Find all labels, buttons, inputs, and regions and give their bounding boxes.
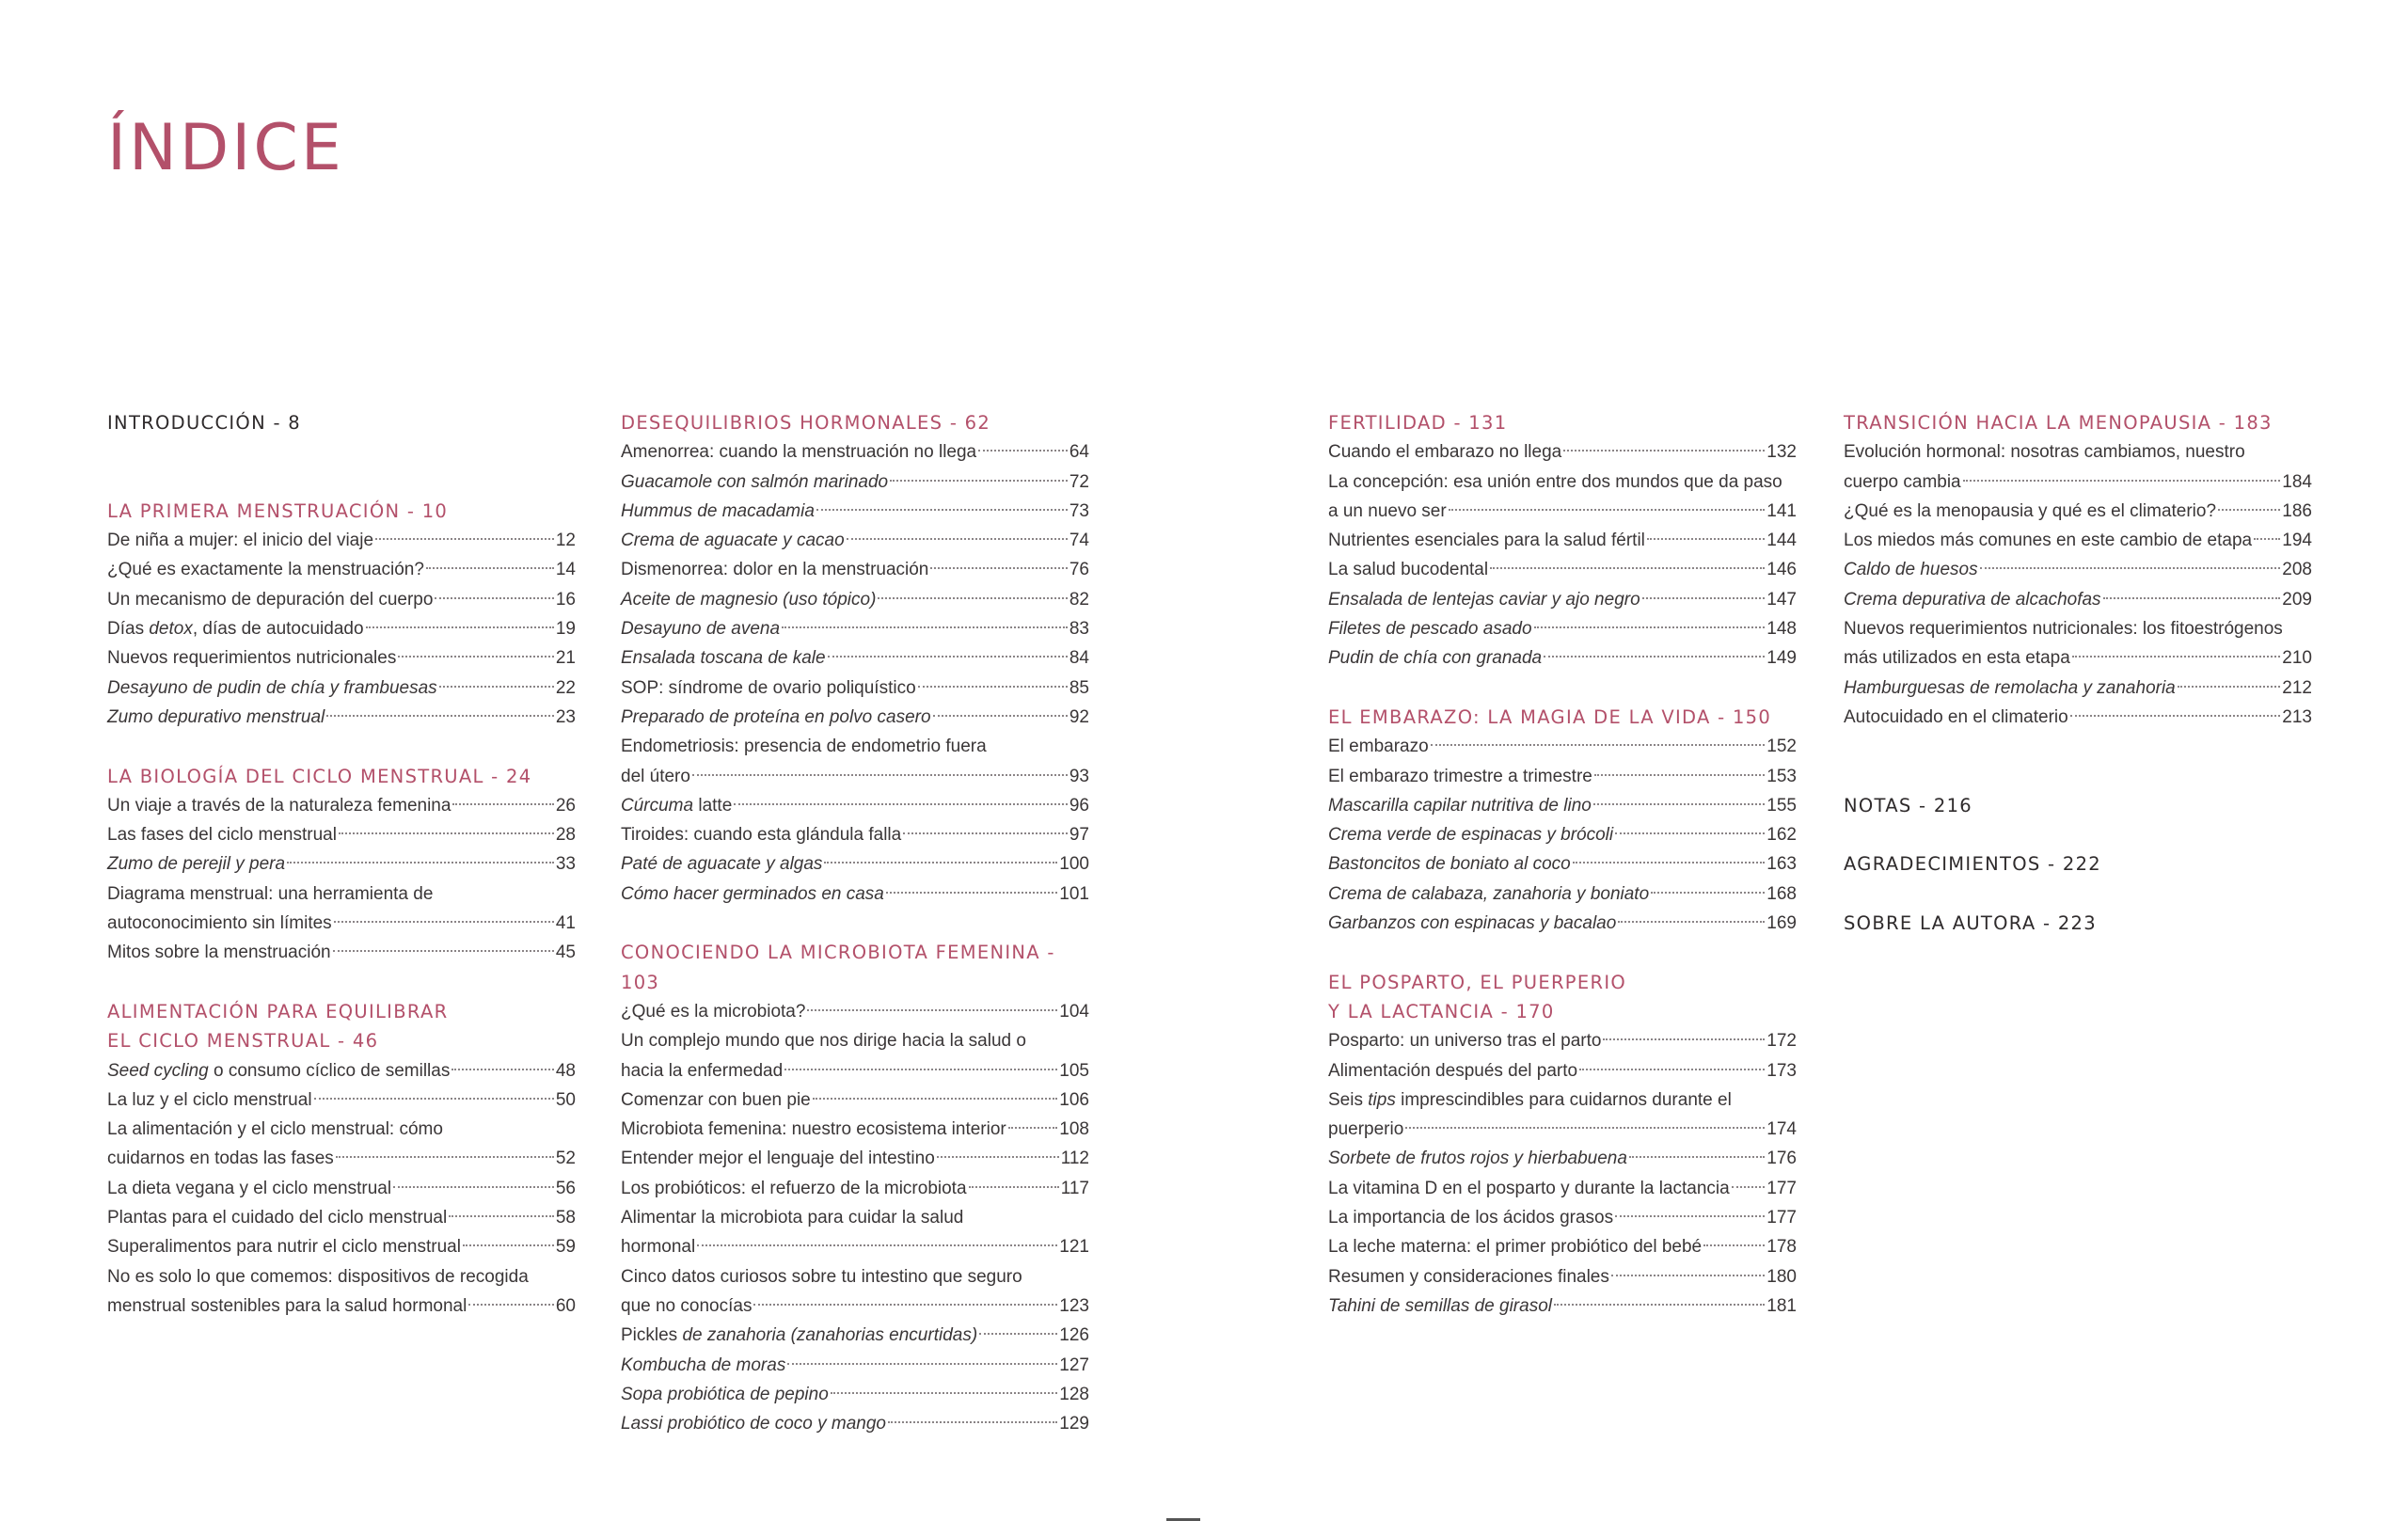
toc-heading-alimentacion[interactable]: ALIMENTACIÓN PARA EQUILIBRAR [107, 1000, 449, 1022]
toc-entry[interactable]: del útero 93 [621, 766, 1089, 786]
toc-entry-recipe[interactable]: Preparado de proteína en polvo casero 92 [621, 706, 1089, 727]
toc-entry-recipe[interactable]: Zumo de perejil y pera 33 [107, 854, 576, 875]
toc-entry[interactable]: Nuevos requerimientos nutricionales 21 [107, 648, 576, 669]
toc-entry[interactable]: que no conocías 123 [621, 1295, 1089, 1316]
toc-column-3 [1328, 408, 1797, 1321]
toc-entry[interactable]: Un mecanismo de depuración del cuerpo 16 [107, 589, 576, 610]
toc-entry-line[interactable]: Nuevos requerimientos nutricionales: los fitoestrógenos [1844, 619, 2283, 640]
toc-entry[interactable]: Autocuidado en el climaterio 213 [1844, 706, 2312, 727]
toc-entry-recipe[interactable]: Zumo depurativo menstrual 23 [107, 706, 576, 727]
toc-entry-recipe[interactable]: Crema verde de espinacas y brócoli 162 [1328, 825, 1797, 846]
toc-heading-menopausia[interactable]: TRANSICIÓN HACIA LA MENOPAUSIA - 183 [1844, 412, 2273, 434]
toc-entry[interactable]: Nutrientes esenciales para la salud fértil 144 [1328, 531, 1797, 551]
toc-entry-recipe[interactable]: Crema de aguacate y cacao 74 [621, 531, 1089, 551]
toc-entry-recipe[interactable]: Cómo hacer germinados en casa 101 [621, 883, 1089, 904]
toc-entry[interactable]: Plantas para el cuidado del ciclo menstrual 58 [107, 1208, 576, 1228]
toc-entry[interactable]: La salud bucodental 146 [1328, 560, 1797, 580]
toc-entry-recipe[interactable]: Ensalada toscana de kale 84 [621, 648, 1089, 669]
toc-entry[interactable]: Cuando el embarazo no llega 132 [1328, 442, 1797, 463]
toc-entry[interactable]: más utilizados en esta etapa 210 [1844, 648, 2312, 669]
toc-entry-line[interactable]: Cinco datos curiosos sobre tu intestino que seguro [621, 1266, 1022, 1287]
toc-heading-notas[interactable]: NOTAS - 216 [1844, 794, 1973, 816]
toc-entry[interactable]: menstrual sostenibles para la salud hormonal 60 [107, 1295, 576, 1316]
toc-entry[interactable]: El embarazo 152 [1328, 737, 1797, 757]
toc-entry[interactable]: Dismenorrea: dolor en la menstruación 76 [621, 560, 1089, 580]
toc-entry-recipe[interactable]: Ensalada de lentejas caviar y ajo negro 147 [1328, 589, 1797, 610]
toc-entry[interactable]: cuidarnos en todas las fases 52 [107, 1149, 576, 1169]
toc-entry[interactable]: Mitos sobre la menstruación 45 [107, 943, 576, 963]
toc-entry[interactable]: hormonal 121 [621, 1237, 1089, 1258]
toc-entry-line[interactable]: Un complejo mundo que nos dirige hacia la salud o [621, 1031, 1026, 1052]
toc-heading-microbiota[interactable]: CONOCIENDO LA MICROBIOTA FEMENINA - 103 [621, 942, 1055, 993]
toc-entry[interactable]: De niña a mujer: el inicio del viaje 12 [107, 531, 576, 551]
toc-entry-recipe[interactable]: Mascarilla capilar nutritiva de lino 155 [1328, 795, 1797, 816]
toc-heading-desequilibrios[interactable]: DESEQUILIBRIOS HORMONALES - 62 [621, 412, 991, 434]
toc-entry[interactable]: La luz y el ciclo menstrual 50 [107, 1089, 576, 1110]
toc-entry-recipe[interactable]: Desayuno de avena 83 [621, 619, 1089, 640]
toc-entry[interactable]: Microbiota femenina: nuestro ecosistema interior 108 [621, 1119, 1089, 1140]
toc-entry-line[interactable]: Evolución hormonal: nosotras cambiamos, nuestro [1844, 442, 2245, 463]
toc-entry-recipe[interactable]: Crema depurativa de alcachofas 209 [1844, 589, 2312, 610]
toc-entry-recipe[interactable]: Lassi probiótico de coco y mango 129 [621, 1414, 1089, 1434]
toc-entry[interactable]: Los miedos más comunes en este cambio de etapa 194 [1844, 531, 2312, 551]
toc-entry[interactable]: hacia la enfermedad 105 [621, 1060, 1089, 1081]
toc-entry-recipe[interactable]: Desayuno de pudin de chía y frambuesas 22 [107, 677, 576, 698]
toc-entry-recipe[interactable]: Sorbete de frutos rojos y hierbabuena 176 [1328, 1149, 1797, 1169]
toc-entry[interactable]: Un viaje a través de la naturaleza femenina 26 [107, 795, 576, 816]
toc-column-1 [107, 408, 576, 1321]
toc-entry[interactable]: La dieta vegana y el ciclo menstrual 56 [107, 1178, 576, 1198]
toc-entry[interactable]: Días detox, días de autocuidado 19 [107, 619, 576, 640]
toc-entry-recipe[interactable]: Pickles de zanahoria (zanahorias encurtidas) 126 [621, 1325, 1089, 1346]
toc-entry[interactable]: Amenorrea: cuando la menstruación no llega 64 [621, 442, 1089, 463]
toc-entry[interactable]: La vitamina D en el posparto y durante la lactancia 177 [1328, 1178, 1797, 1198]
toc-entry[interactable]: Las fases del ciclo menstrual 28 [107, 825, 576, 846]
toc-entry-recipe[interactable]: Aceite de magnesio (uso tópico) 82 [621, 589, 1089, 610]
toc-heading-posparto[interactable]: EL POSPARTO, EL PUERPERIO [1328, 971, 1627, 993]
toc-entry[interactable]: Los probióticos: el refuerzo de la microbiota 117 [621, 1178, 1089, 1198]
toc-heading-introduccion[interactable]: INTRODUCCIÓN - 8 [107, 412, 301, 434]
toc-entry-recipe[interactable]: Caldo de huesos 208 [1844, 560, 2312, 580]
toc-entry[interactable]: Alimentación después del parto 173 [1328, 1060, 1797, 1081]
toc-entry[interactable]: Entender mejor el lenguaje del intestino 112 [621, 1149, 1089, 1169]
page-title: ÍNDICE [107, 111, 344, 185]
toc-entry[interactable]: SOP: síndrome de ovario poliquístico 85 [621, 677, 1089, 698]
toc-entry[interactable]: ¿Qué es la menopausia y qué es el climaterio? 186 [1844, 500, 2312, 521]
toc-entry[interactable]: a un nuevo ser 141 [1328, 500, 1797, 521]
toc-column-2 [621, 408, 1089, 1438]
toc-entry-line[interactable]: Diagrama menstrual: una herramienta de [107, 883, 434, 904]
toc-entry[interactable]: La importancia de los ácidos grasos 177 [1328, 1208, 1797, 1228]
toc-heading-embarazo[interactable]: EL EMBARAZO: LA MAGIA DE LA VIDA - 150 [1328, 705, 1772, 728]
toc-entry-recipe[interactable]: Garbanzos con espinacas y bacalao 169 [1328, 913, 1797, 934]
toc-entry-recipe[interactable]: Cúrcuma latte 96 [621, 795, 1089, 816]
toc-entry-line[interactable]: La alimentación y el ciclo menstrual: cómo [107, 1119, 443, 1140]
toc-entry[interactable]: Posparto: un universo tras el parto 172 [1328, 1031, 1797, 1052]
toc-entry-line[interactable]: No es solo lo que comemos: dispositivos de recogida [107, 1266, 529, 1287]
toc-heading-posparto-cont[interactable]: Y LA LACTANCIA - 170 [1328, 1000, 1555, 1022]
toc-entry[interactable]: ¿Qué es exactamente la menstruación? 14 [107, 560, 576, 580]
toc-heading-biologia-ciclo[interactable]: LA BIOLOGÍA DEL CICLO MENSTRUAL - 24 [107, 765, 532, 787]
toc-heading-agradecimientos[interactable]: AGRADECIMIENTOS - 222 [1844, 853, 2101, 876]
toc-entry-line[interactable]: Alimentar la microbiota para cuidar la salud [621, 1208, 964, 1228]
toc-entry-recipe[interactable]: Hummus de macadamia 73 [621, 500, 1089, 521]
toc-entry[interactable]: autoconocimiento sin límites 41 [107, 913, 576, 934]
toc-entry-recipe[interactable]: Sopa probiótica de pepino 128 [621, 1384, 1089, 1404]
toc-entry-recipe[interactable]: Filetes de pescado asado 148 [1328, 619, 1797, 640]
toc-heading-primera-menstruacion[interactable]: LA PRIMERA MENSTRUACIÓN - 10 [107, 499, 449, 522]
toc-column-4 [1844, 408, 2312, 938]
toc-entry-recipe[interactable]: Bastoncitos de boniato al coco 163 [1328, 854, 1797, 875]
toc-entry-recipe[interactable]: Hamburguesas de remolacha y zanahoria 212 [1844, 677, 2312, 698]
toc-entry-recipe[interactable]: Kombucha de moras 127 [621, 1355, 1089, 1375]
toc-entry-recipe[interactable]: Guacamole con salmón marinado 72 [621, 471, 1089, 492]
toc-entry-recipe[interactable]: Paté de aguacate y algas 100 [621, 854, 1089, 875]
toc-entry[interactable]: puerperio 174 [1328, 1119, 1797, 1140]
toc-entry-recipe[interactable]: Crema de calabaza, zanahoria y boniato 168 [1328, 883, 1797, 904]
toc-entry[interactable]: Resumen y consideraciones finales 180 [1328, 1266, 1797, 1287]
toc-entry[interactable]: Superalimentos para nutrir el ciclo menstrual 59 [107, 1237, 576, 1258]
toc-entry[interactable]: El embarazo trimestre a trimestre 153 [1328, 766, 1797, 786]
toc-entry[interactable]: ¿Qué es la microbiota? 104 [621, 1001, 1089, 1022]
toc-heading-alimentacion-cont[interactable]: EL CICLO MENSTRUAL - 46 [107, 1030, 379, 1053]
toc-heading-sobre-la-autora[interactable]: SOBRE LA AUTORA - 223 [1844, 912, 2097, 935]
toc-entry[interactable]: La leche materna: el primer probiótico del bebé 178 [1328, 1237, 1797, 1258]
toc-entry[interactable]: Seed cycling o consumo cíclico de semillas 48 [107, 1060, 576, 1081]
toc-entry-recipe[interactable]: Tahini de semillas de girasol 181 [1328, 1295, 1797, 1316]
toc-heading-fertilidad[interactable]: FERTILIDAD - 131 [1328, 412, 1508, 434]
toc-entry-line[interactable]: Seis tips imprescindibles para cuidarnos durante el [1328, 1089, 1732, 1110]
toc-entry[interactable]: Comenzar con buen pie 106 [621, 1089, 1089, 1110]
toc-entry-line[interactable]: Endometriosis: presencia de endometrio fuera [621, 737, 987, 757]
toc-entry[interactable]: cuerpo cambia 184 [1844, 471, 2312, 492]
toc-entry-recipe[interactable]: Pudin de chía con granada 149 [1328, 648, 1797, 669]
toc-entry-line[interactable]: La concepción: esa unión entre dos mundos que da paso [1328, 471, 1782, 492]
toc-entry[interactable]: Tiroides: cuando esta glándula falla 97 [621, 825, 1089, 846]
